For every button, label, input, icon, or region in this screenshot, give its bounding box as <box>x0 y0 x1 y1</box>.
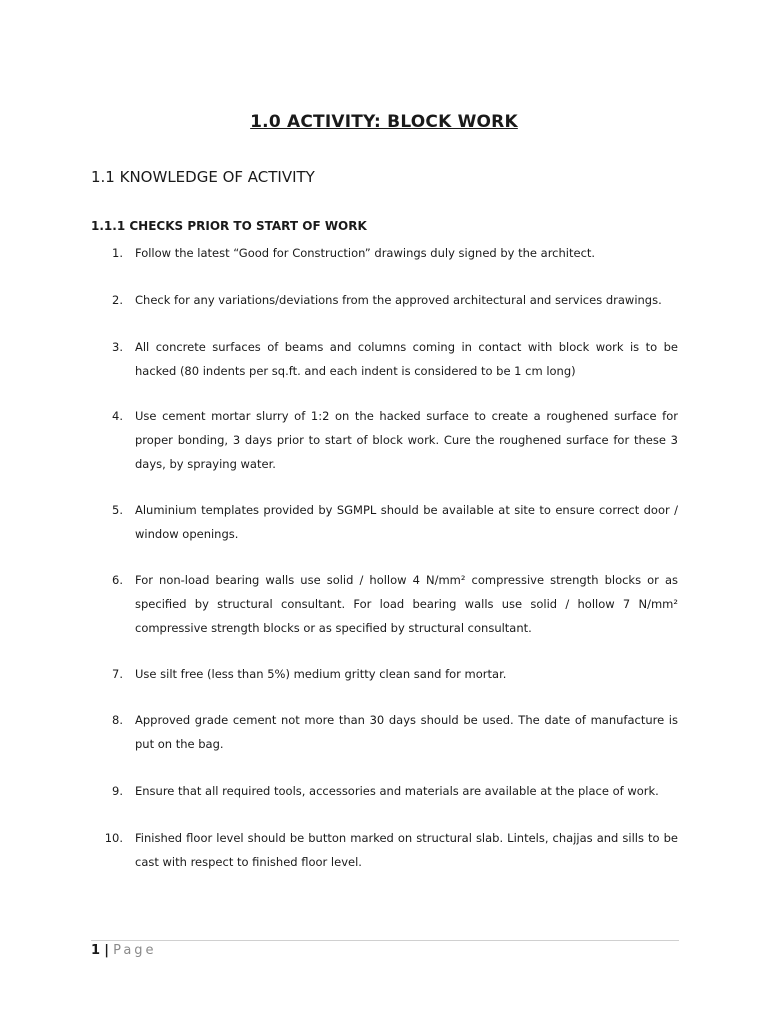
item-number: 8. <box>112 713 123 727</box>
footer-divider <box>91 940 679 941</box>
page-footer <box>91 943 157 958</box>
item-text: Finished floor level should be button marked on structural slab. Lintels, chajjas and sills to be cast with respect to finished floor level. <box>135 831 678 869</box>
item-text: For non-load bearing walls use solid / hollow 4 N/mm² compressive strength blocks or as specified by structural consultant. For load bearing walls use solid / hollow 7 N/mm² compressive strength blocks or as specified by structural consultant. <box>135 573 678 635</box>
item-number: 7. <box>112 667 123 681</box>
item-number: 5. <box>112 503 123 517</box>
document-title: 1.0 ACTIVITY: BLOCK WORK <box>250 112 518 132</box>
item-number: 2. <box>112 293 123 307</box>
subsection-heading: 1.1.1 CHECKS PRIOR TO START OF WORK <box>91 219 367 233</box>
item-number: 4. <box>112 409 123 423</box>
page-number: 1 <box>91 943 101 958</box>
item-text: Use cement mortar slurry of 1:2 on the hacked surface to create a roughened surface for proper bonding, 3 days prior to start of block work. Cure the roughened surface for these 3 days, by spraying water. <box>135 409 678 471</box>
item-number: 9. <box>112 784 123 798</box>
item-text: Approved grade cement not more than 30 days should be used. The date of manufacture is put on the bag. <box>135 713 678 751</box>
page-word: Page <box>113 943 157 958</box>
item-text: Use silt free (less than 5%) medium gritty clean sand for mortar. <box>135 667 507 681</box>
item-text: Follow the latest “Good for Construction” drawings duly signed by the architect. <box>135 246 596 260</box>
item-text: Check for any variations/deviations from the approved architectural and services drawings. <box>135 293 662 307</box>
section-heading: 1.1 KNOWLEDGE OF ACTIVITY <box>91 168 315 186</box>
item-number: 10. <box>104 831 123 845</box>
item-text: Aluminium templates provided by SGMPL should be available at site to ensure correct door / window openings. <box>135 503 678 541</box>
item-number: 6. <box>112 573 123 587</box>
item-number: 3. <box>112 340 123 354</box>
item-number: 1. <box>112 246 123 260</box>
item-text: All concrete surfaces of beams and columns coming in contact with block work is to be hacked (80 indents per sq.ft. and each indent is considered to be 1 cm long) <box>135 340 678 378</box>
footer-separator: | <box>104 943 109 958</box>
item-text: Ensure that all required tools, accessories and materials are available at the place of work. <box>135 784 659 798</box>
